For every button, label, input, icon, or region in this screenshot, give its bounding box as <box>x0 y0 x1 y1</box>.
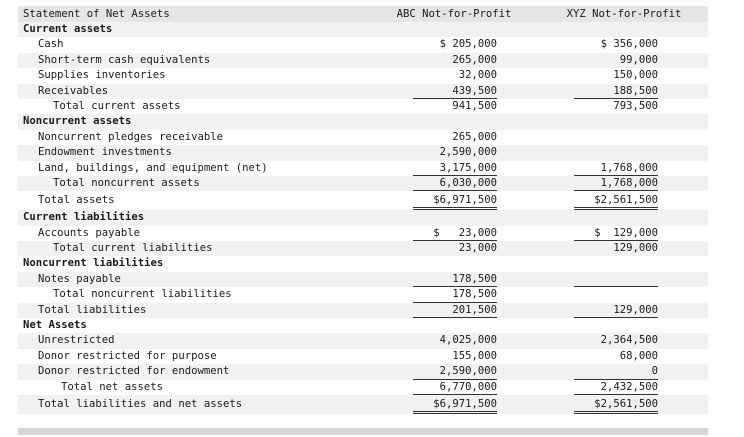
abc-value: 23,000 <box>458 242 497 255</box>
xyz-value: 68,000 <box>619 349 658 362</box>
xyz-value <box>574 210 658 225</box>
table-row <box>18 176 708 191</box>
abc-value <box>413 114 497 129</box>
xyz-value <box>574 272 658 287</box>
table-row <box>18 287 708 302</box>
row-label: Net Assets <box>23 319 87 332</box>
xyz-value: $2,561,500 <box>574 395 658 414</box>
table-row <box>18 37 708 52</box>
table-row <box>18 114 708 129</box>
table-row <box>18 241 708 256</box>
row-label: Noncurrent pledges receivable <box>38 130 223 143</box>
table-row <box>18 99 708 114</box>
row-label: Donor restricted for endowment <box>38 365 230 378</box>
abc-value: 265,000 <box>452 130 497 143</box>
row-label: Current assets <box>23 23 113 35</box>
abc-value: $6,971,500 <box>413 395 497 414</box>
abc-value <box>413 22 497 37</box>
table-row <box>18 68 708 83</box>
row-label: Short-term cash equivalents <box>38 53 211 66</box>
xyz-value: 793,500 <box>613 99 658 112</box>
row-label: Unrestricted <box>38 334 115 347</box>
abc-value: $ 23,000 <box>413 226 497 241</box>
xyz-value: $2,561,500 <box>574 191 658 210</box>
xyz-value <box>574 318 658 333</box>
row-label: Cash <box>38 38 64 51</box>
table-row <box>18 272 708 287</box>
xyz-value: $ 356,000 <box>600 38 658 51</box>
xyz-value: 188,500 <box>574 84 658 99</box>
abc-value: $6,971,500 <box>413 191 497 210</box>
abc-value: 439,500 <box>413 84 497 99</box>
abc-value: 3,175,000 <box>413 161 497 176</box>
abc-value: 178,500 <box>413 272 497 287</box>
table-row <box>18 349 708 364</box>
statement-title: Statement of Net Assets <box>23 8 170 20</box>
abc-value: 4,025,000 <box>439 334 497 347</box>
col-header-xyz: XYZ Not-for-Profit <box>566 8 682 20</box>
row-label: Total net assets <box>61 380 164 393</box>
xyz-value: 129,000 <box>613 242 658 255</box>
xyz-value <box>574 114 658 129</box>
row-label: Total noncurrent liabilities <box>53 288 232 301</box>
row-label: Donor restricted for purpose <box>38 349 217 362</box>
row-label: Total liabilities <box>38 303 147 316</box>
abc-value: 265,000 <box>452 53 497 66</box>
row-label: Noncurrent liabilities <box>23 257 164 270</box>
row-label: Notes payable <box>38 272 121 285</box>
row-label: Land, buildings, and equipment (net) <box>38 161 268 174</box>
table-row <box>18 145 708 160</box>
abc-value: 2,590,000 <box>413 364 497 379</box>
statement-rows <box>18 22 708 414</box>
xyz-value: 2,364,500 <box>600 334 658 347</box>
row-label: Current liabilities <box>23 211 145 224</box>
row-label: Noncurrent assets <box>23 115 132 128</box>
table-row <box>18 161 708 176</box>
row-label: Receivables <box>38 84 109 97</box>
xyz-value <box>574 287 658 302</box>
row-label: Supplies inventories <box>38 69 166 82</box>
col-header-abc: ABC Not-for-Profit <box>396 8 512 20</box>
xyz-value <box>574 22 658 37</box>
xyz-value: 1,768,000 <box>574 176 658 191</box>
row-label: Total current liabilities <box>53 242 213 255</box>
xyz-value: 129,000 <box>574 303 658 318</box>
abc-value <box>413 256 497 271</box>
table-row <box>18 191 708 210</box>
row-label: Total liabilities and net assets <box>38 397 243 410</box>
abc-value: 178,500 <box>413 287 497 302</box>
table-row <box>18 130 708 145</box>
row-label: Total current assets <box>53 99 181 112</box>
xyz-value: 1,768,000 <box>574 161 658 176</box>
xyz-value <box>574 130 658 145</box>
xyz-value: 2,432,500 <box>574 380 658 395</box>
xyz-value: 99,000 <box>619 53 658 66</box>
table-row <box>18 53 708 68</box>
table-row <box>18 395 708 414</box>
statement-table <box>18 6 708 414</box>
table-row <box>18 333 708 348</box>
abc-value: 2,590,000 <box>439 146 497 159</box>
table-row <box>18 303 708 318</box>
abc-value: 155,000 <box>452 349 497 362</box>
header-row <box>18 6 708 22</box>
table-row <box>18 256 708 271</box>
table-row <box>18 226 708 241</box>
abc-value: 6,770,000 <box>413 380 497 395</box>
xyz-value: 0 <box>574 364 658 379</box>
row-label: Total noncurrent assets <box>53 176 200 189</box>
row-label: Endowment investments <box>38 146 172 159</box>
scrollbar-track[interactable] <box>18 428 708 435</box>
xyz-value: $ 129,000 <box>574 226 658 241</box>
abc-value <box>413 318 497 333</box>
row-label: Accounts payable <box>38 226 141 239</box>
table-row <box>18 364 708 379</box>
abc-value: $ 205,000 <box>439 38 497 51</box>
table-row <box>18 84 708 99</box>
table-row <box>18 210 708 225</box>
row-label: Total assets <box>38 194 115 207</box>
abc-value <box>413 210 497 225</box>
table-row <box>18 380 708 395</box>
xyz-value <box>574 145 658 160</box>
table-row <box>18 318 708 333</box>
abc-value: 201,500 <box>413 303 497 318</box>
abc-value: 32,000 <box>458 69 497 82</box>
table-row <box>18 22 708 37</box>
abc-value: 941,500 <box>452 99 497 112</box>
xyz-value: 150,000 <box>613 69 658 82</box>
xyz-value <box>574 256 658 271</box>
abc-value: 6,030,000 <box>413 176 497 191</box>
